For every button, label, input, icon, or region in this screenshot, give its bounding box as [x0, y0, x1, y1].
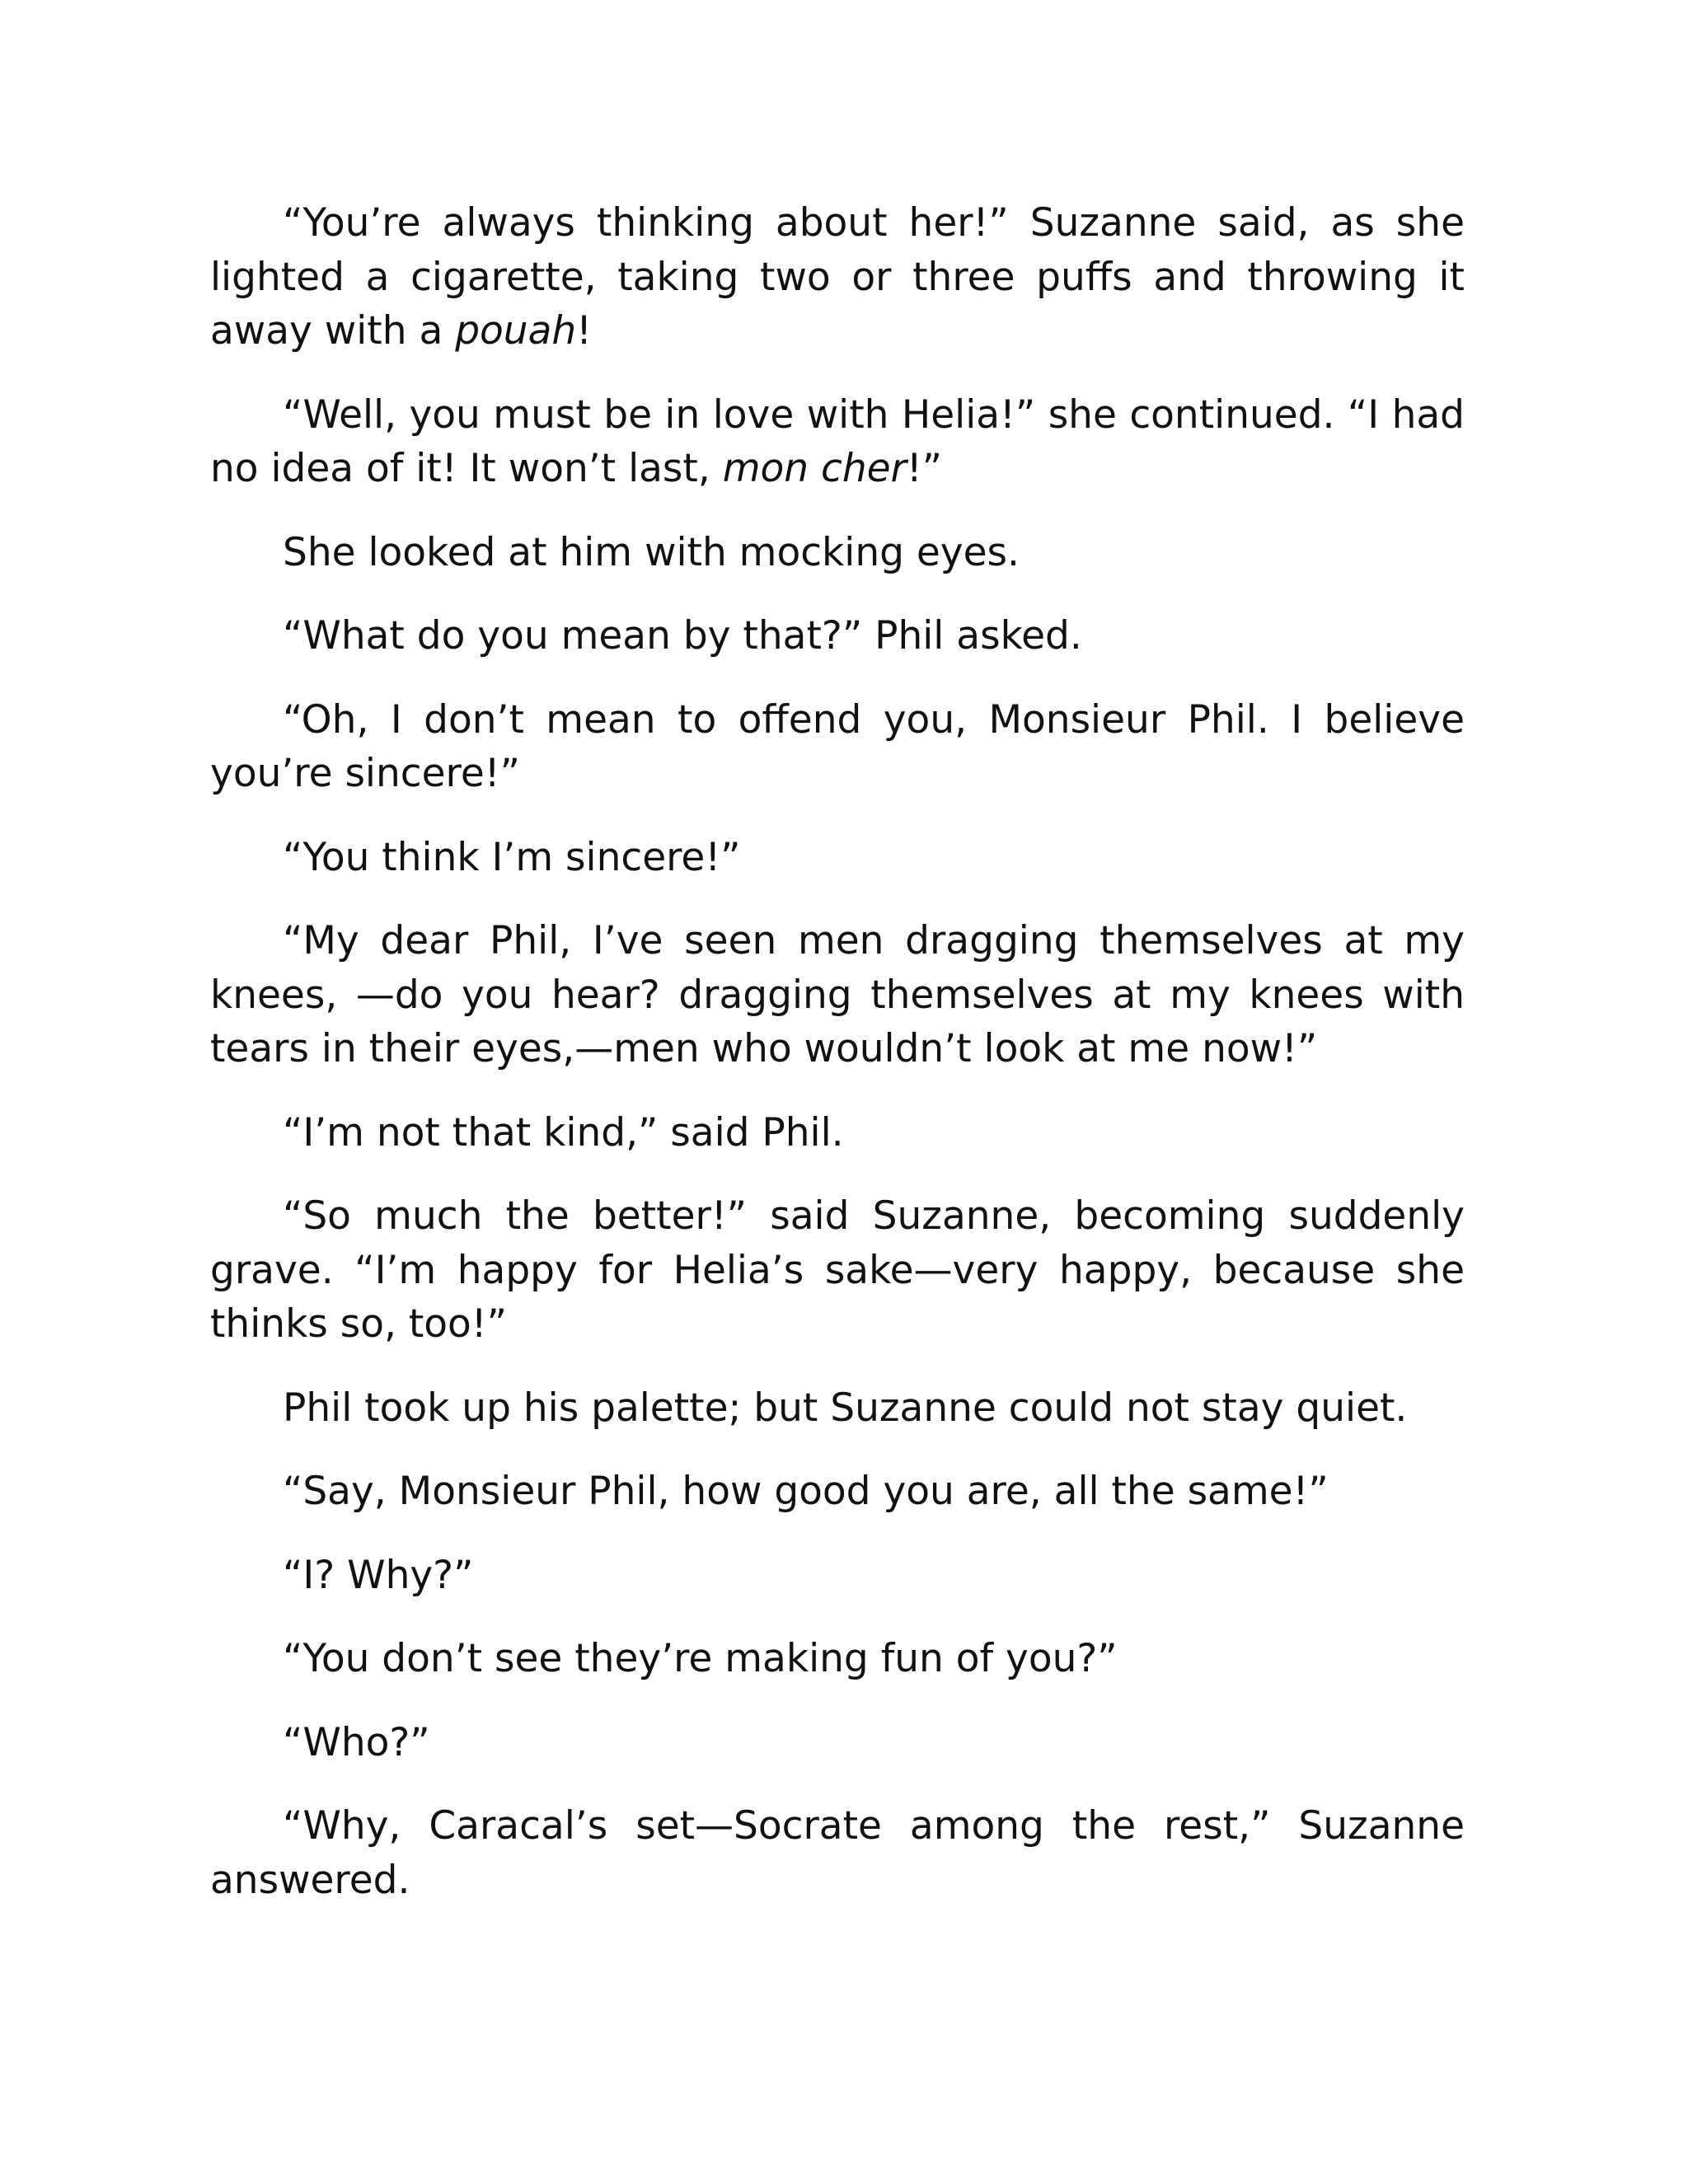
paragraph-text: “Who?”	[283, 1719, 430, 1765]
paragraph-text: “I? Why?”	[283, 1552, 474, 1598]
paragraph-text: !”	[906, 446, 943, 491]
paragraph-text: “Why, Caracal’s set—Socrate among the rest,” Suzanne answered.	[210, 1803, 1465, 1903]
paragraph	[210, 914, 1465, 1076]
paragraph	[210, 1189, 1465, 1352]
paragraph	[210, 609, 1465, 663]
paragraph-text: “So much the better!” said Suzanne, becoming suddenly grave. “I’m happy for Helia’s sake—very happy, because she thinks so, too!”	[210, 1193, 1465, 1347]
paragraph	[210, 526, 1465, 580]
paragraph-text: “Say, Monsieur Phil, how good you are, all the same!”	[283, 1469, 1329, 1514]
paragraph	[210, 1799, 1465, 1907]
paragraph-text: She looked at him with mocking eyes.	[283, 529, 1020, 575]
paragraph-text: “You don’t see they’re making fun of you?”	[283, 1636, 1118, 1681]
paragraph	[210, 693, 1465, 801]
paragraph-text: “Oh, I don’t mean to offend you, Monsieur Phil. I believe you’re sincere!”	[210, 696, 1465, 796]
paragraph-text: “What do you mean by that?” Phil asked.	[283, 613, 1082, 658]
paragraph-text: !	[576, 308, 593, 354]
page-text-body	[210, 196, 1465, 1937]
paragraph	[210, 196, 1465, 359]
paragraph	[210, 831, 1465, 885]
paragraph-text: “Well, you must be in love with Helia!” she continued. “I had no idea of it! It won’t last,	[210, 391, 1465, 491]
paragraph-text: “I’m not that kind,” said Phil.	[283, 1109, 844, 1155]
paragraph	[210, 1465, 1465, 1519]
paragraph	[210, 1716, 1465, 1770]
italic-phrase: pouah	[455, 308, 577, 354]
paragraph	[210, 1549, 1465, 1603]
paragraph	[210, 1381, 1465, 1436]
paragraph	[210, 388, 1465, 496]
paragraph	[210, 1106, 1465, 1160]
paragraph-text: “You think I’m sincere!”	[283, 834, 741, 880]
paragraph-text: “You’re always thinking about her!” Suzanne said, as she lighted a cigarette, taking two or three puffs and throwing it away with a	[210, 200, 1465, 354]
paragraph-text: Phil took up his palette; but Suzanne could not stay quiet.	[283, 1385, 1408, 1431]
paragraph	[210, 1632, 1465, 1686]
paragraph-text: “My dear Phil, I’ve seen men dragging themselves at my knees, —do you hear? dragging themselves at my knees with tears in their eyes,—men who wouldn’t look at me now!”	[210, 918, 1465, 1071]
italic-phrase: mon cher	[722, 446, 907, 491]
